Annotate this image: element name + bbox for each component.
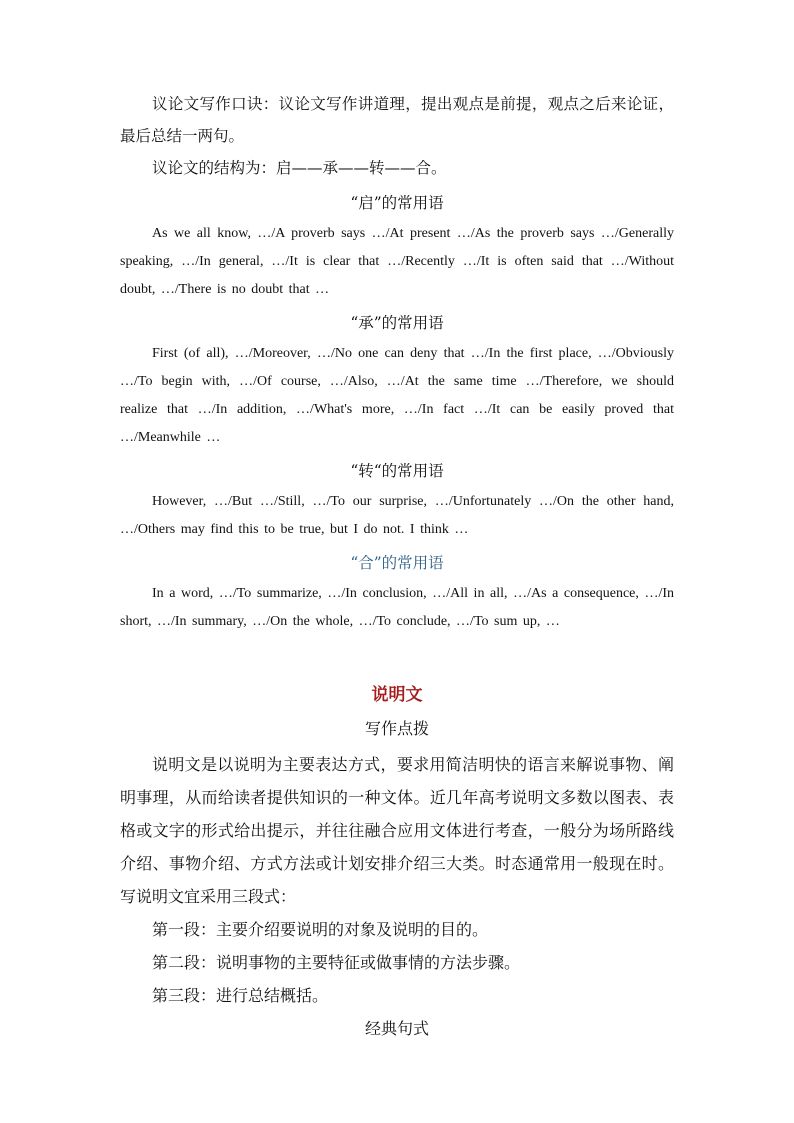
- expository-para2: 第二段：说明事物的主要特征或做事情的方法步骤。: [152, 953, 521, 972]
- expository-para1: 第一段：主要介绍要说明的对象及说明的目的。: [152, 920, 489, 939]
- expository-title: 说明文: [371, 685, 423, 705]
- argumentative-formula: 议论文写作口诀：议论文写作讲道理，提出观点是前提，观点之后来论证，最后总结一两句。: [120, 95, 674, 145]
- cheng-heading: “承”的常用语: [350, 314, 444, 332]
- expository-intro: 说明文是以说明为主要表达方式，要求用简洁明快的语言来解说事物、阐明事理，从而给读者提供知识的一种文体。近几年高考说明文多数以图表、表格或文字的形式给出提示，并往往融合应用文体进行考查，一般分为场所路线介绍、事物介绍、方式方法或计划安排介绍三大类。时态通常用一般现在时。写说明文宜采用三段式：: [120, 755, 674, 906]
- classic-sentences-heading: 经典句式: [364, 1019, 429, 1038]
- argumentative-structure: 议论文的结构为：启——承——转——合。: [152, 159, 447, 177]
- zhuan-heading: “转“的常用语: [350, 462, 444, 480]
- expository-para3: 第三段：进行总结概括。: [152, 986, 329, 1005]
- qi-heading: “启”的常用语: [350, 194, 444, 212]
- expository-subtitle: 写作点拨: [364, 719, 429, 738]
- he-heading: “合”的常用语: [350, 554, 444, 572]
- he-phrases: In a word, …/To summarize, …/In conclusion, …/All in all, …/As a consequence, …/In short, …/In summary, …/On the whole, …/To conclude, …/To sum up, …: [120, 586, 674, 629]
- qi-phrases: As we all know, …/A proverb says …/At present …/As the proverb says …/Generally speaking, …/In general, …/It is clear that …/Recently …/It is often said that …/Without doubt, …/There is no doubt that …: [120, 226, 674, 297]
- zhuan-phrases: However, …/But …/Still, …/To our surprise, …/Unfortunately …/On the other hand, …/Others may find this to be true, but I do not. I think …: [120, 494, 674, 537]
- document-page: [120, 88, 674, 1048]
- cheng-phrases: First (of all), …/Moreover, …/No one can deny that …/In the first place, …/Obviously …/To begin with, …/Of course, …/Also, …/At the same time …/Therefore, we should realize that …/In addition, …/What's more, …/In fact …/It can be easily proved that …/Meanwhile …: [120, 346, 674, 445]
